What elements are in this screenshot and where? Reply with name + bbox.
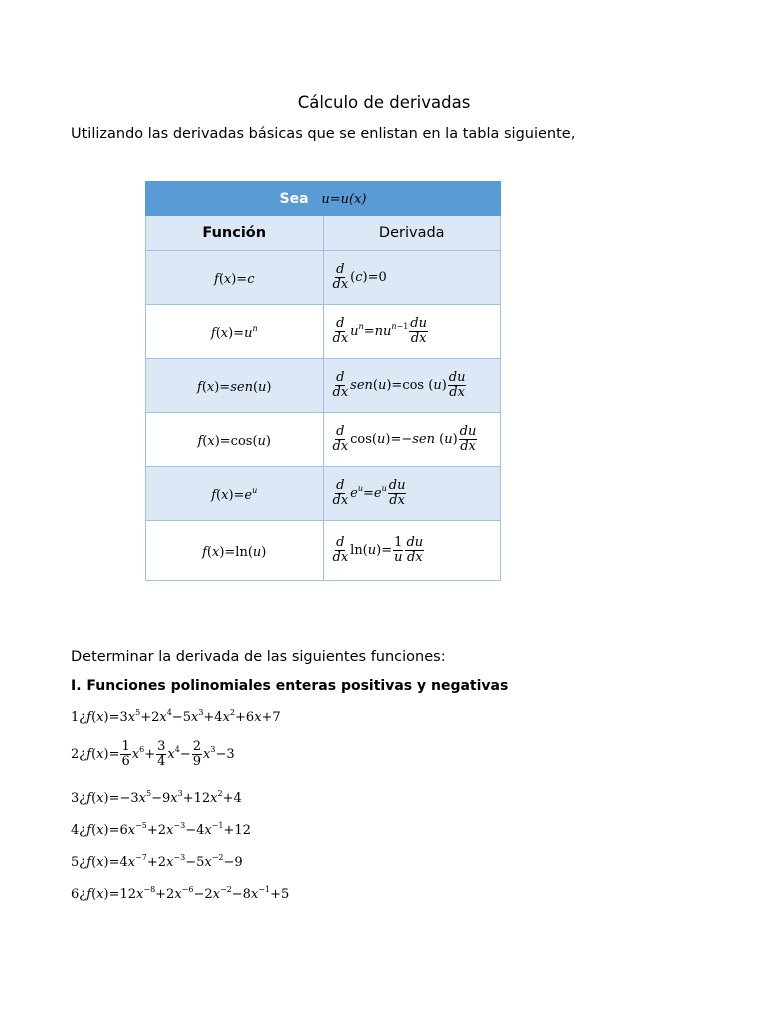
exercise-number: 2	[71, 746, 80, 762]
function-cell	[146, 467, 324, 521]
table-row	[146, 467, 501, 521]
derivative-formula: $\frac{d}{dx}$ cos(u)=−sen (u) $\frac{du}{dx}$	[332, 424, 477, 454]
function-formula: $f(x)=e^u$	[211, 486, 258, 503]
derivative-formula: $\frac{d}{dx}$ ln(u)= $\frac{1}{u}$ $\frac{du}{dx}$	[332, 535, 424, 565]
exercise-formula: $5¿f(x)=4x^{-7}+2x^{-3}-5x^{-2}-9$	[71, 853, 243, 870]
table-row	[146, 521, 501, 581]
exercise-item	[71, 854, 243, 870]
function-formula: f(x)=cos(u)	[197, 434, 271, 449]
exercise-formula: $1¿f(x)=3x^5+2x^4-5x^3+4x^2+6x+7$	[71, 708, 281, 725]
exercise-formula: $4¿f(x)=6x^{-5}+2x^{-3}-4x^{-1}+12$	[71, 821, 251, 838]
derivative-cell	[323, 413, 501, 467]
function-formula: $f(x)=u^n$	[210, 324, 258, 341]
derivative-cell	[323, 521, 501, 581]
exercise-number: 5	[71, 855, 80, 870]
table-row	[146, 413, 501, 467]
function-cell	[146, 305, 324, 359]
function-cell	[146, 521, 324, 581]
exercise-formula: $3¿f(x)=-3x^5-9x^3+12x^2+4$	[71, 789, 242, 806]
derivative-cell	[323, 467, 501, 521]
exercise-item	[71, 740, 235, 768]
table-header-label: Sea	[279, 190, 309, 207]
exercise-item	[71, 822, 251, 838]
page-title: Cálculo de derivadas	[297, 93, 471, 112]
function-cell	[146, 359, 324, 413]
exercise-item	[71, 886, 289, 902]
derivatives-table	[145, 181, 501, 581]
section-heading: I. Funciones polinomiales enteras positivas y negativas	[71, 678, 509, 694]
derivative-formula: $\frac{d}{dx}$ (c)=0	[332, 262, 387, 292]
exercises-instruction: Determinar la derivada de las siguientes funciones:	[71, 649, 446, 665]
exercise-item	[71, 790, 242, 806]
derivative-formula: $\frac{d}{dx}$ $e^u=e^u$ $\frac{du}{dx}$	[332, 478, 406, 508]
exercise-formula: 2¿f(x)= $\frac{1}{6}$ $x^6+$ $\frac{3}{4}$ $x^4-$ $\frac{2}{9}$ $x^3-3$	[71, 739, 235, 769]
exercise-formula: $6¿f(x)=12x^{-8}+2x^{-6}-2x^{-2}-8x^{-1}+5$	[71, 885, 290, 902]
table-header	[146, 182, 501, 216]
exercise-item	[71, 709, 281, 725]
table-row	[146, 305, 501, 359]
exercise-number: 6	[71, 887, 80, 902]
function-formula: f(x)=c	[214, 272, 255, 287]
function-cell	[146, 413, 324, 467]
exercise-number: 1	[71, 710, 80, 725]
table-header-expr: u=u(x)	[321, 191, 367, 207]
table-row	[146, 359, 501, 413]
derivative-formula: $\frac{d}{dx}$ $u^n=nu^{n-1}$ $\frac{du}{dx}$	[332, 316, 427, 346]
intro-text: Utilizando las derivadas básicas que se enlistan en la tabla siguiente,	[71, 126, 576, 142]
derivative-cell	[323, 251, 501, 305]
function-formula: f(x)=sen(u)	[197, 380, 272, 395]
function-formula: f(x)=ln(u)	[202, 545, 267, 560]
exercise-number: 4	[71, 823, 80, 838]
function-cell	[146, 251, 324, 305]
derivative-formula: $\frac{d}{dx}$ sen(u)=cos (u) $\frac{du}{dx}$	[332, 370, 466, 400]
derivative-cell	[323, 305, 501, 359]
table-row	[146, 251, 501, 305]
exercise-number: 3	[71, 791, 80, 806]
derivative-cell	[323, 359, 501, 413]
column-header-function: Función	[146, 216, 324, 251]
column-header-derivative: Derivada	[323, 216, 501, 251]
